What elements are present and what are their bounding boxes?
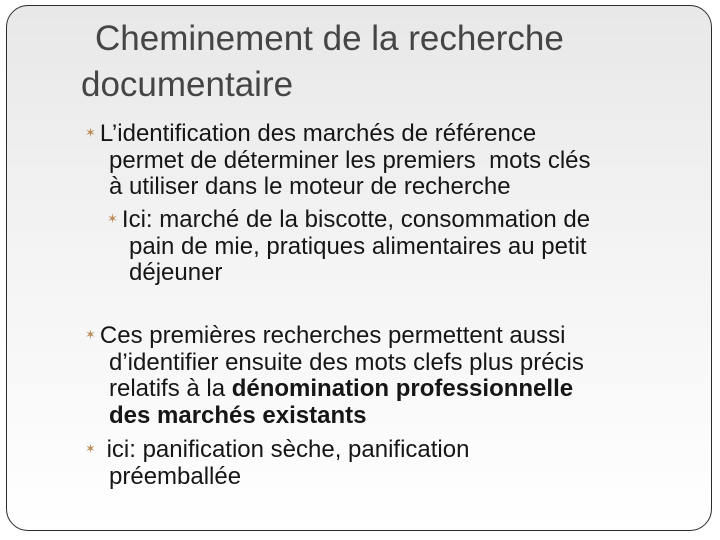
bullet-line: permet de déterminer les premiers mots clés xyxy=(109,146,591,174)
bullet-line xyxy=(85,322,685,350)
bullet-premieres-recherches xyxy=(85,322,685,429)
bullet-line xyxy=(107,206,687,234)
bullet-line: pain de mie, pratiques alimentaires au petit xyxy=(129,232,587,260)
bullet-identification xyxy=(85,120,685,201)
bullet-line: à utiliser dans le moteur de recherche xyxy=(109,173,511,200)
subbullet-example xyxy=(107,206,687,287)
bullet-marker-icon: ✶ xyxy=(85,327,96,342)
bold-term: dénomination professionnelle xyxy=(231,375,574,402)
bullet-text: L’identification des marchés de référence xyxy=(99,120,537,147)
bullet-text: Ici: marché de la biscotte, consommation de xyxy=(121,206,591,233)
bullet-line xyxy=(85,376,685,403)
slide xyxy=(6,5,712,531)
bullet-line: préemballée xyxy=(109,463,242,490)
bold-term: des marchés existants xyxy=(109,401,367,429)
bullet-text: Ces premières recherches permettent aussi xyxy=(99,322,566,349)
bullet-line xyxy=(85,403,685,430)
bullet-line xyxy=(85,120,685,148)
title-line-1: Cheminement de la recherche xyxy=(95,19,564,58)
bullet-panification xyxy=(85,435,685,490)
bullet-marker-icon: ✶ xyxy=(85,125,96,140)
slide-title xyxy=(81,16,681,108)
bullet-marker-icon: ✶ xyxy=(107,211,118,226)
bullet-line: d’identifier ensuite des mots clefs plus précis xyxy=(109,348,584,376)
bullet-text: relatifs à la xyxy=(109,375,232,402)
bullet-line: déjeuner xyxy=(129,259,223,286)
bullet-text: ici: panification sèche, panification xyxy=(99,436,470,463)
bullet-marker-icon: ✶ xyxy=(85,441,96,456)
title-line-2: documentaire xyxy=(81,65,294,104)
bullet-line xyxy=(85,435,685,463)
